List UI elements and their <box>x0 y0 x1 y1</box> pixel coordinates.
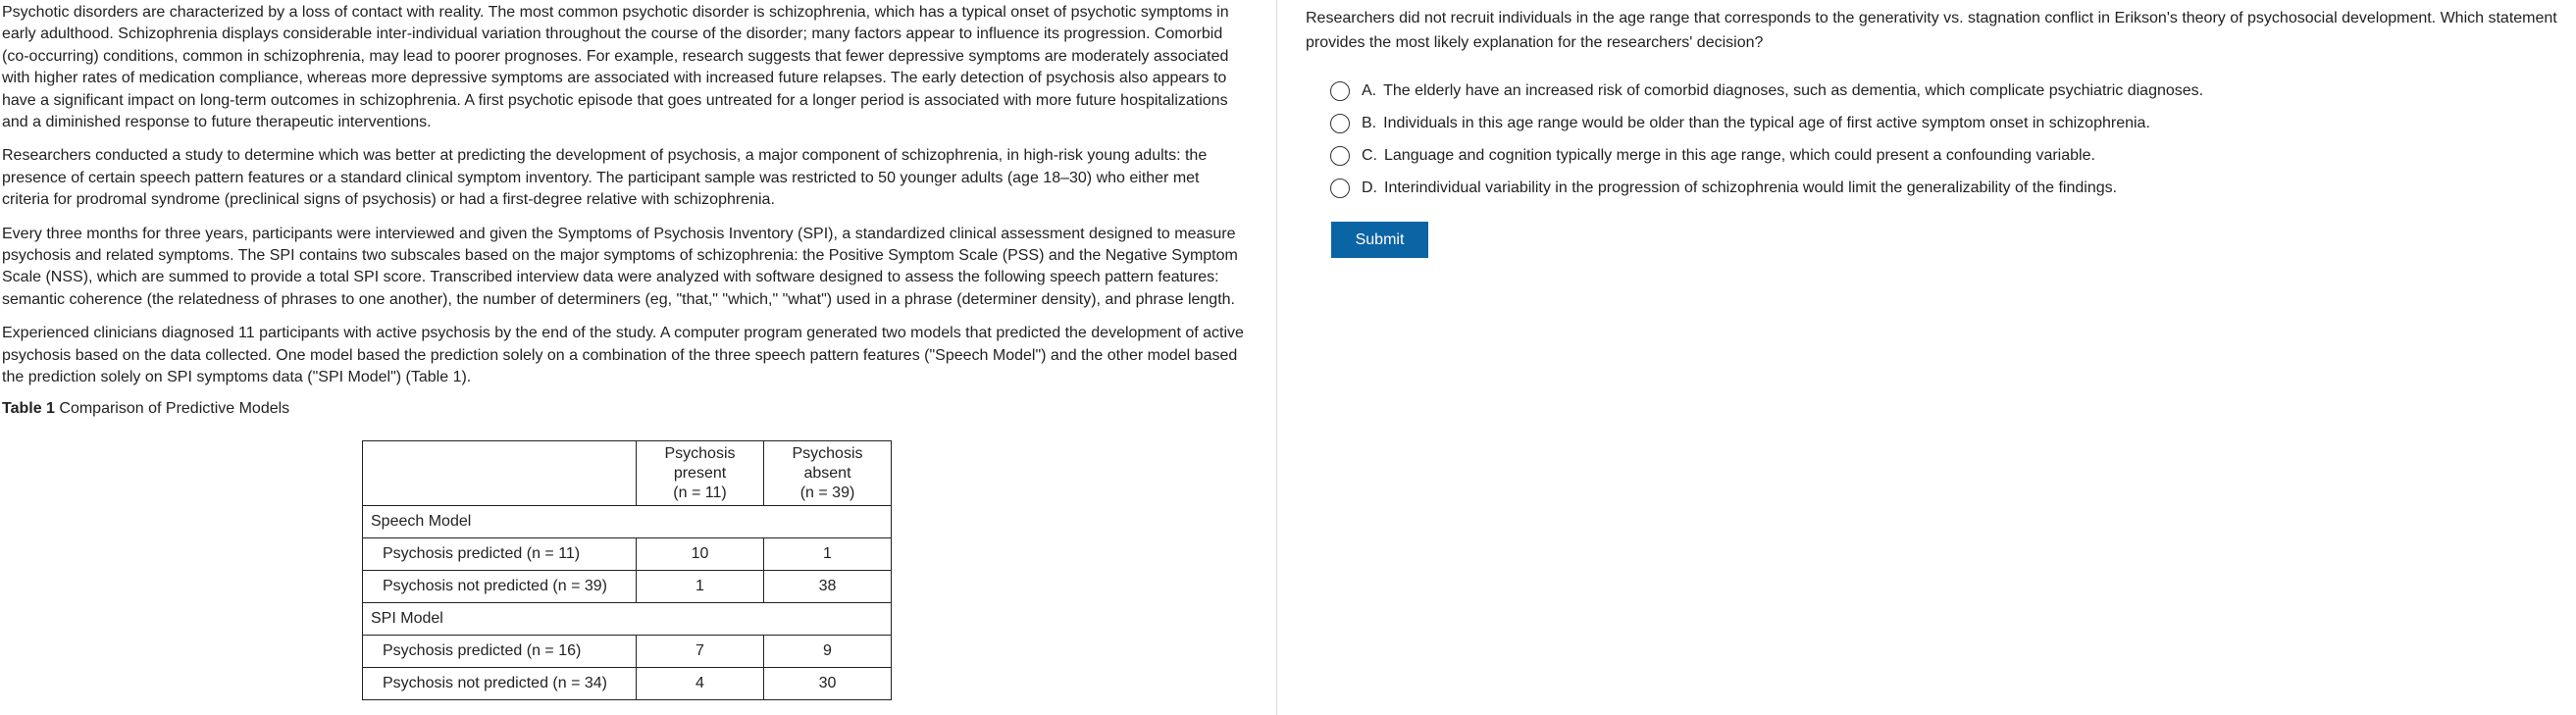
passage-paragraph-3: Every three months for three years, participants were interviewed and given the Symptoms of Psychosis Inventory (SPI), a standardized clinical assessment designed to measure psychosis and related symptoms. The SPI contains two subscales based on the major symptoms of schizophrenia: the Positive Symptom Scale (PSS) and the Negative Symptom Scale (NSS), which are summed to provide a total SPI score. Transcribed interview data were analyzed with software designed to assess the following speech pattern features: semantic coherence (the relatedness of phrases to one another), the number of determiners (eg, "that," "which," "what") used in a phrase (determiner density), and phrase length. <box>2 225 1238 308</box>
question-panel <box>1306 6 2561 258</box>
submit-button[interactable]: Submit <box>1331 222 1428 258</box>
answer-option-a[interactable] <box>1330 75 2561 107</box>
row-label: Psychosis predicted (n = 11) <box>363 538 637 571</box>
speech-model-label: Speech Model <box>363 506 892 538</box>
header-line: absent <box>803 464 851 482</box>
answer-option-c[interactable] <box>1330 139 2561 172</box>
table-header-present <box>637 441 764 506</box>
header-line: Psychosis <box>792 444 863 462</box>
option-text: Interindividual variability in the progression of schizophrenia would limit the generalizability of the findings. <box>1384 179 2118 196</box>
cell-absent: 1 <box>764 538 892 571</box>
table-section-row <box>363 506 892 538</box>
row-label: Psychosis predicted (n = 16) <box>363 636 637 668</box>
table-caption <box>2 399 1248 419</box>
table-header-blank <box>363 441 637 506</box>
passage-paragraph-1: Psychotic disorders are characterized by a loss of contact with reality. The most common psychotic disorder is schizophrenia, which has a typical onset of psychotic symptoms in early adulthood. Schizophrenia displays considerable inter-individual variation throughout the course of the disorder; many factors appear to influence its progression. Comorbid (co-occurring) conditions, common in schizophrenia, may lead to poorer prognoses. For example, research suggests that fewer depressive symptoms are moderately associated with higher rates of medication compliance, whereas more depressive symptoms are associated with increased future relapses. The early detection of psychosis also appears to have a significant impact on long-term outcomes in schizophrenia. A first psychotic episode that goes untreated for a longer period is associated with more future hospitalizations and a diminished response to future therapeutic interventions. <box>2 4 1229 131</box>
option-letter: A. <box>1362 81 1377 99</box>
radio-button[interactable] <box>1330 114 1350 133</box>
table-caption-label: Table 1 <box>2 399 55 417</box>
panel-divider <box>1276 0 1277 715</box>
table-header-absent <box>764 441 892 506</box>
table-section-row <box>363 603 892 636</box>
option-text: The elderly have an increased risk of comorbid diagnoses, such as dementia, which complicate psychiatric diagnoses. <box>1383 81 2204 99</box>
table-row <box>363 571 892 603</box>
option-text: Language and cognition typically merge in this age range, which could present a confounding variable. <box>1384 146 2095 164</box>
radio-button[interactable] <box>1330 179 1350 198</box>
option-text: Individuals in this age range would be older than the typical age of first active symptom onset in schizophrenia. <box>1383 114 2150 131</box>
cell-present: 10 <box>637 538 764 571</box>
passage-paragraph-2: Researchers conducted a study to determine which was better at predicting the development of psychosis, a major component of schizophrenia, in high-risk young adults: the presence of certain speech pattern features or a standard clinical symptom inventory. The participant sample was restricted to 50 younger adults (age 18–30) who either met criteria for prodromal syndrome (preclinical signs of psychosis) or had a first-degree relative with schizophrenia. <box>2 147 1208 209</box>
header-line: (n = 39) <box>799 484 855 501</box>
table-caption-title: Comparison of Predictive Models <box>54 399 290 417</box>
cell-present: 4 <box>637 668 764 700</box>
table-row <box>363 668 892 700</box>
option-letter: B. <box>1362 114 1377 131</box>
passage-paragraph-4: Experienced clinicians diagnosed 11 participants with active psychosis by the end of the study. A computer program generated two models that predicted the development of active psychosis based on the data collected. One model based the prediction solely on a combination of the three speech pattern features ("Speech Model") and the other model based the prediction solely on SPI symptoms data ("SPI Model") (Table 1). <box>2 325 1244 386</box>
row-label: Psychosis not predicted (n = 34) <box>363 668 637 700</box>
cell-present: 7 <box>637 636 764 668</box>
cell-absent: 9 <box>764 636 892 668</box>
table-row <box>363 538 892 571</box>
header-line: Psychosis <box>664 444 736 462</box>
cell-absent: 30 <box>764 668 892 700</box>
table-header-row <box>363 441 892 506</box>
answer-option-d[interactable] <box>1330 172 2561 204</box>
question-stem: Researchers did not recruit individuals in the age range that corresponds to the generativity vs. stagnation conflict in Erikson's theory of psychosocial development. Which statement provides the most likely explanation for the researchers' decision? <box>1306 10 2557 51</box>
answer-option-b[interactable] <box>1330 107 2561 139</box>
header-line: (n = 11) <box>673 484 727 501</box>
cell-present: 1 <box>637 571 764 603</box>
comparison-table <box>362 440 892 700</box>
radio-button[interactable] <box>1330 81 1350 101</box>
option-letter: D. <box>1362 179 1377 196</box>
cell-absent: 38 <box>764 571 892 603</box>
spi-model-label: SPI Model <box>363 603 892 636</box>
radio-button[interactable] <box>1330 146 1350 166</box>
row-label: Psychosis not predicted (n = 39) <box>363 571 637 603</box>
passage-panel <box>2 2 1248 419</box>
header-line: present <box>673 464 727 482</box>
option-letter: C. <box>1362 146 1377 164</box>
table-row <box>363 636 892 668</box>
